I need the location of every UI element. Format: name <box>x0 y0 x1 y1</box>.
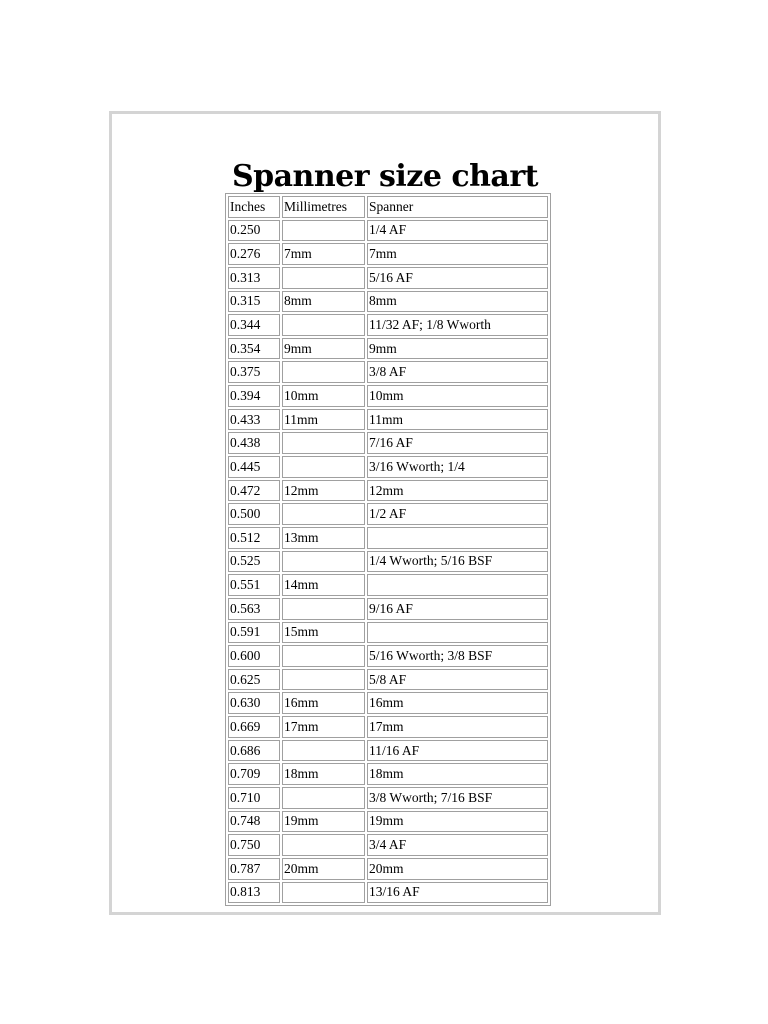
millimetres-cell: 17mm <box>282 716 365 738</box>
millimetres-cell <box>282 432 365 454</box>
spanner-cell: 12mm <box>367 480 548 502</box>
inches-cell: 0.748 <box>228 811 280 833</box>
header-inches: Inches <box>228 196 280 218</box>
spanner-cell: 9mm <box>367 338 548 360</box>
millimetres-cell <box>282 787 365 809</box>
inches-cell: 0.787 <box>228 858 280 880</box>
table-row <box>228 480 548 502</box>
inches-cell: 0.709 <box>228 763 280 785</box>
millimetres-cell: 19mm <box>282 811 365 833</box>
millimetres-cell: 9mm <box>282 338 365 360</box>
inches-cell: 0.512 <box>228 527 280 549</box>
table-row <box>228 409 548 431</box>
spanner-cell: 1/4 AF <box>367 220 548 242</box>
table-row <box>228 763 548 785</box>
spanner-cell: 5/16 AF <box>367 267 548 289</box>
spanner-cell: 11/16 AF <box>367 740 548 762</box>
table-body <box>228 220 548 904</box>
table-row <box>228 432 548 454</box>
millimetres-cell: 14mm <box>282 574 365 596</box>
header-millimetres: Millimetres <box>282 196 365 218</box>
inches-cell: 0.669 <box>228 716 280 738</box>
page-title: Spanner size chart <box>231 159 539 194</box>
table-row <box>228 291 548 313</box>
millimetres-cell <box>282 267 365 289</box>
millimetres-cell <box>282 834 365 856</box>
table-row <box>228 527 548 549</box>
millimetres-cell: 7mm <box>282 243 365 265</box>
millimetres-cell: 10mm <box>282 385 365 407</box>
spanner-cell: 19mm <box>367 811 548 833</box>
millimetres-cell <box>282 669 365 691</box>
inches-cell: 0.438 <box>228 432 280 454</box>
inches-cell: 0.344 <box>228 314 280 336</box>
spanner-cell: 7mm <box>367 243 548 265</box>
table-header-row <box>228 196 548 218</box>
millimetres-cell <box>282 882 365 904</box>
spanner-cell: 3/4 AF <box>367 834 548 856</box>
inches-cell: 0.551 <box>228 574 280 596</box>
inches-cell: 0.433 <box>228 409 280 431</box>
inches-cell: 0.315 <box>228 291 280 313</box>
millimetres-cell: 15mm <box>282 622 365 644</box>
millimetres-cell <box>282 503 365 525</box>
millimetres-cell <box>282 551 365 573</box>
millimetres-cell: 13mm <box>282 527 365 549</box>
table-row <box>228 314 548 336</box>
spanner-cell: 5/16 Wworth; 3/8 BSF <box>367 645 548 667</box>
table-row <box>228 882 548 904</box>
inches-cell: 0.686 <box>228 740 280 762</box>
table-row <box>228 740 548 762</box>
inches-cell: 0.591 <box>228 622 280 644</box>
spanner-cell <box>367 574 548 596</box>
table-row <box>228 716 548 738</box>
table-row <box>228 267 548 289</box>
millimetres-cell: 8mm <box>282 291 365 313</box>
spanner-cell: 20mm <box>367 858 548 880</box>
spanner-cell: 5/8 AF <box>367 669 548 691</box>
table-row <box>228 456 548 478</box>
millimetres-cell: 20mm <box>282 858 365 880</box>
table-row <box>228 503 548 525</box>
spanner-cell <box>367 527 548 549</box>
inches-cell: 0.525 <box>228 551 280 573</box>
spanner-cell: 1/2 AF <box>367 503 548 525</box>
document-page <box>109 111 661 915</box>
inches-cell: 0.625 <box>228 669 280 691</box>
inches-cell: 0.250 <box>228 220 280 242</box>
table-row <box>228 243 548 265</box>
spanner-cell: 7/16 AF <box>367 432 548 454</box>
inches-cell: 0.472 <box>228 480 280 502</box>
spanner-cell: 3/8 Wworth; 7/16 BSF <box>367 787 548 809</box>
millimetres-cell <box>282 740 365 762</box>
table-row <box>228 551 548 573</box>
millimetres-cell <box>282 598 365 620</box>
spanner-cell: 10mm <box>367 385 548 407</box>
spanner-size-table <box>225 193 551 906</box>
spanner-cell: 3/8 AF <box>367 361 548 383</box>
inches-cell: 0.276 <box>228 243 280 265</box>
inches-cell: 0.630 <box>228 692 280 714</box>
spanner-cell: 13/16 AF <box>367 882 548 904</box>
inches-cell: 0.313 <box>228 267 280 289</box>
inches-cell: 0.563 <box>228 598 280 620</box>
millimetres-cell <box>282 361 365 383</box>
table-row <box>228 692 548 714</box>
table-row <box>228 338 548 360</box>
spanner-cell: 11mm <box>367 409 548 431</box>
spanner-cell: 3/16 Wworth; 1/4 <box>367 456 548 478</box>
table-row <box>228 811 548 833</box>
table-row <box>228 645 548 667</box>
table-row <box>228 361 548 383</box>
inches-cell: 0.375 <box>228 361 280 383</box>
millimetres-cell <box>282 456 365 478</box>
spanner-cell: 17mm <box>367 716 548 738</box>
table-row <box>228 834 548 856</box>
header-spanner: Spanner <box>367 196 548 218</box>
inches-cell: 0.600 <box>228 645 280 667</box>
inches-cell: 0.394 <box>228 385 280 407</box>
millimetres-cell <box>282 220 365 242</box>
table-row <box>228 574 548 596</box>
millimetres-cell <box>282 314 365 336</box>
millimetres-cell: 16mm <box>282 692 365 714</box>
spanner-cell: 9/16 AF <box>367 598 548 620</box>
millimetres-cell <box>282 645 365 667</box>
table-row <box>228 622 548 644</box>
table-row <box>228 858 548 880</box>
millimetres-cell: 18mm <box>282 763 365 785</box>
inches-cell: 0.813 <box>228 882 280 904</box>
spanner-cell: 1/4 Wworth; 5/16 BSF <box>367 551 548 573</box>
inches-cell: 0.354 <box>228 338 280 360</box>
table-row <box>228 787 548 809</box>
inches-cell: 0.500 <box>228 503 280 525</box>
spanner-cell: 8mm <box>367 291 548 313</box>
table-row <box>228 598 548 620</box>
spanner-cell: 16mm <box>367 692 548 714</box>
inches-cell: 0.445 <box>228 456 280 478</box>
millimetres-cell: 12mm <box>282 480 365 502</box>
table-row <box>228 385 548 407</box>
spanner-cell: 18mm <box>367 763 548 785</box>
millimetres-cell: 11mm <box>282 409 365 431</box>
inches-cell: 0.750 <box>228 834 280 856</box>
spanner-cell: 11/32 AF; 1/8 Wworth <box>367 314 548 336</box>
spanner-cell <box>367 622 548 644</box>
table-row <box>228 220 548 242</box>
inches-cell: 0.710 <box>228 787 280 809</box>
table-row <box>228 669 548 691</box>
